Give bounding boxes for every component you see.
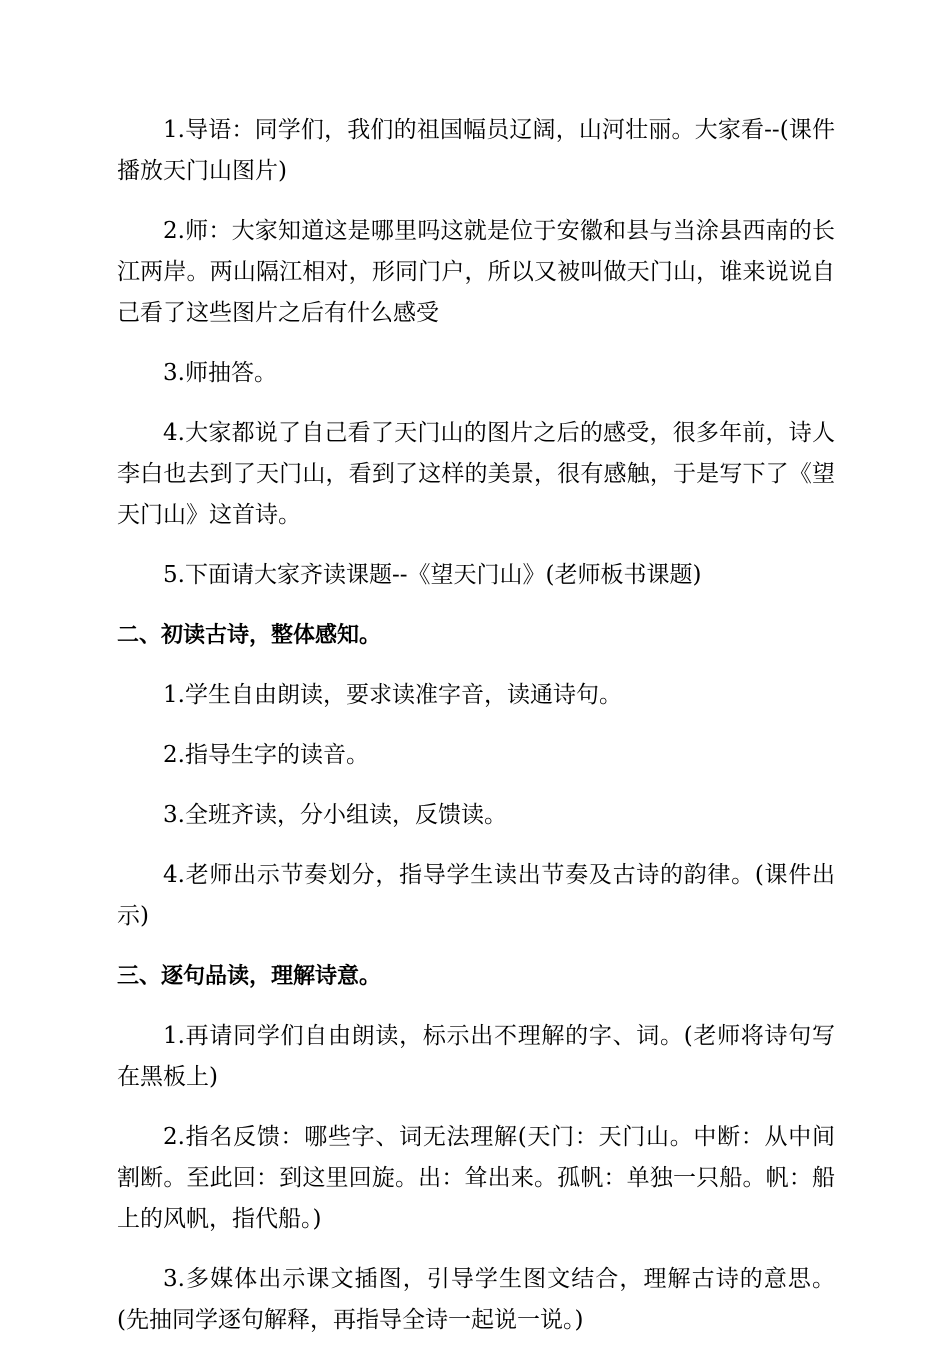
section3-item-2: 2.指名反馈：哪些字、词无法理解(天门：天门山。中断：从中间割断。至此回：到这里回旋。出：耸出来。孤帆：单独一只船。帆：船上的风帆，指代船。): [117, 1124, 835, 1232]
section3-item-1: 1.再请同学们自由朗读，标示出不理解的字、词。(老师将诗句写在黑板上): [117, 1023, 835, 1090]
intro-item-3: 3.师抽答。: [163, 360, 277, 386]
section2-item-2: 2.指导生字的读音。: [163, 742, 369, 768]
intro-item-4: 4.大家都说了自己看了天门山的图片之后的感受，很多年前，诗人李白也去到了天门山，看到了这样的美景，很有感触，于是写下了《望天门山》这首诗。: [117, 420, 835, 528]
intro-item-1: 1.导语：同学们，我们的祖国幅员辽阔，山河壮丽。大家看--(课件播放天门山图片): [117, 117, 835, 184]
intro-item-2: 2.师：大家知道这是哪里吗这就是位于安徽和县与当涂县西南的长江两岸。两山隔江相对，形同门户，所以又被叫做天门山，谁来说说自己看了这些图片之后有什么感受: [117, 218, 835, 326]
section2-item-4: 4.老师出示节奏划分，指导学生读出节奏及古诗的韵律。(课件出示): [117, 862, 835, 929]
section-heading-3: 三、逐句品读，理解诗意。: [117, 964, 382, 989]
document-body: [117, 110, 835, 1360]
section2-item-3: 3.全班齐读，分小组读，反馈读。: [163, 802, 507, 828]
section2-item-1: 1.学生自由朗读，要求读准字音，读通诗句。: [163, 682, 622, 708]
section-heading-2: 二、初读古诗，整体感知。: [117, 623, 382, 648]
intro-item-5: 5.下面请大家齐读课题--《望天门山》(老师板书课题): [163, 562, 702, 588]
section3-item-3: 3.多媒体出示课文插图，引导学生图文结合，理解古诗的意思。(先抽同学逐句解释，再指导全诗一起说一说。): [117, 1266, 835, 1333]
